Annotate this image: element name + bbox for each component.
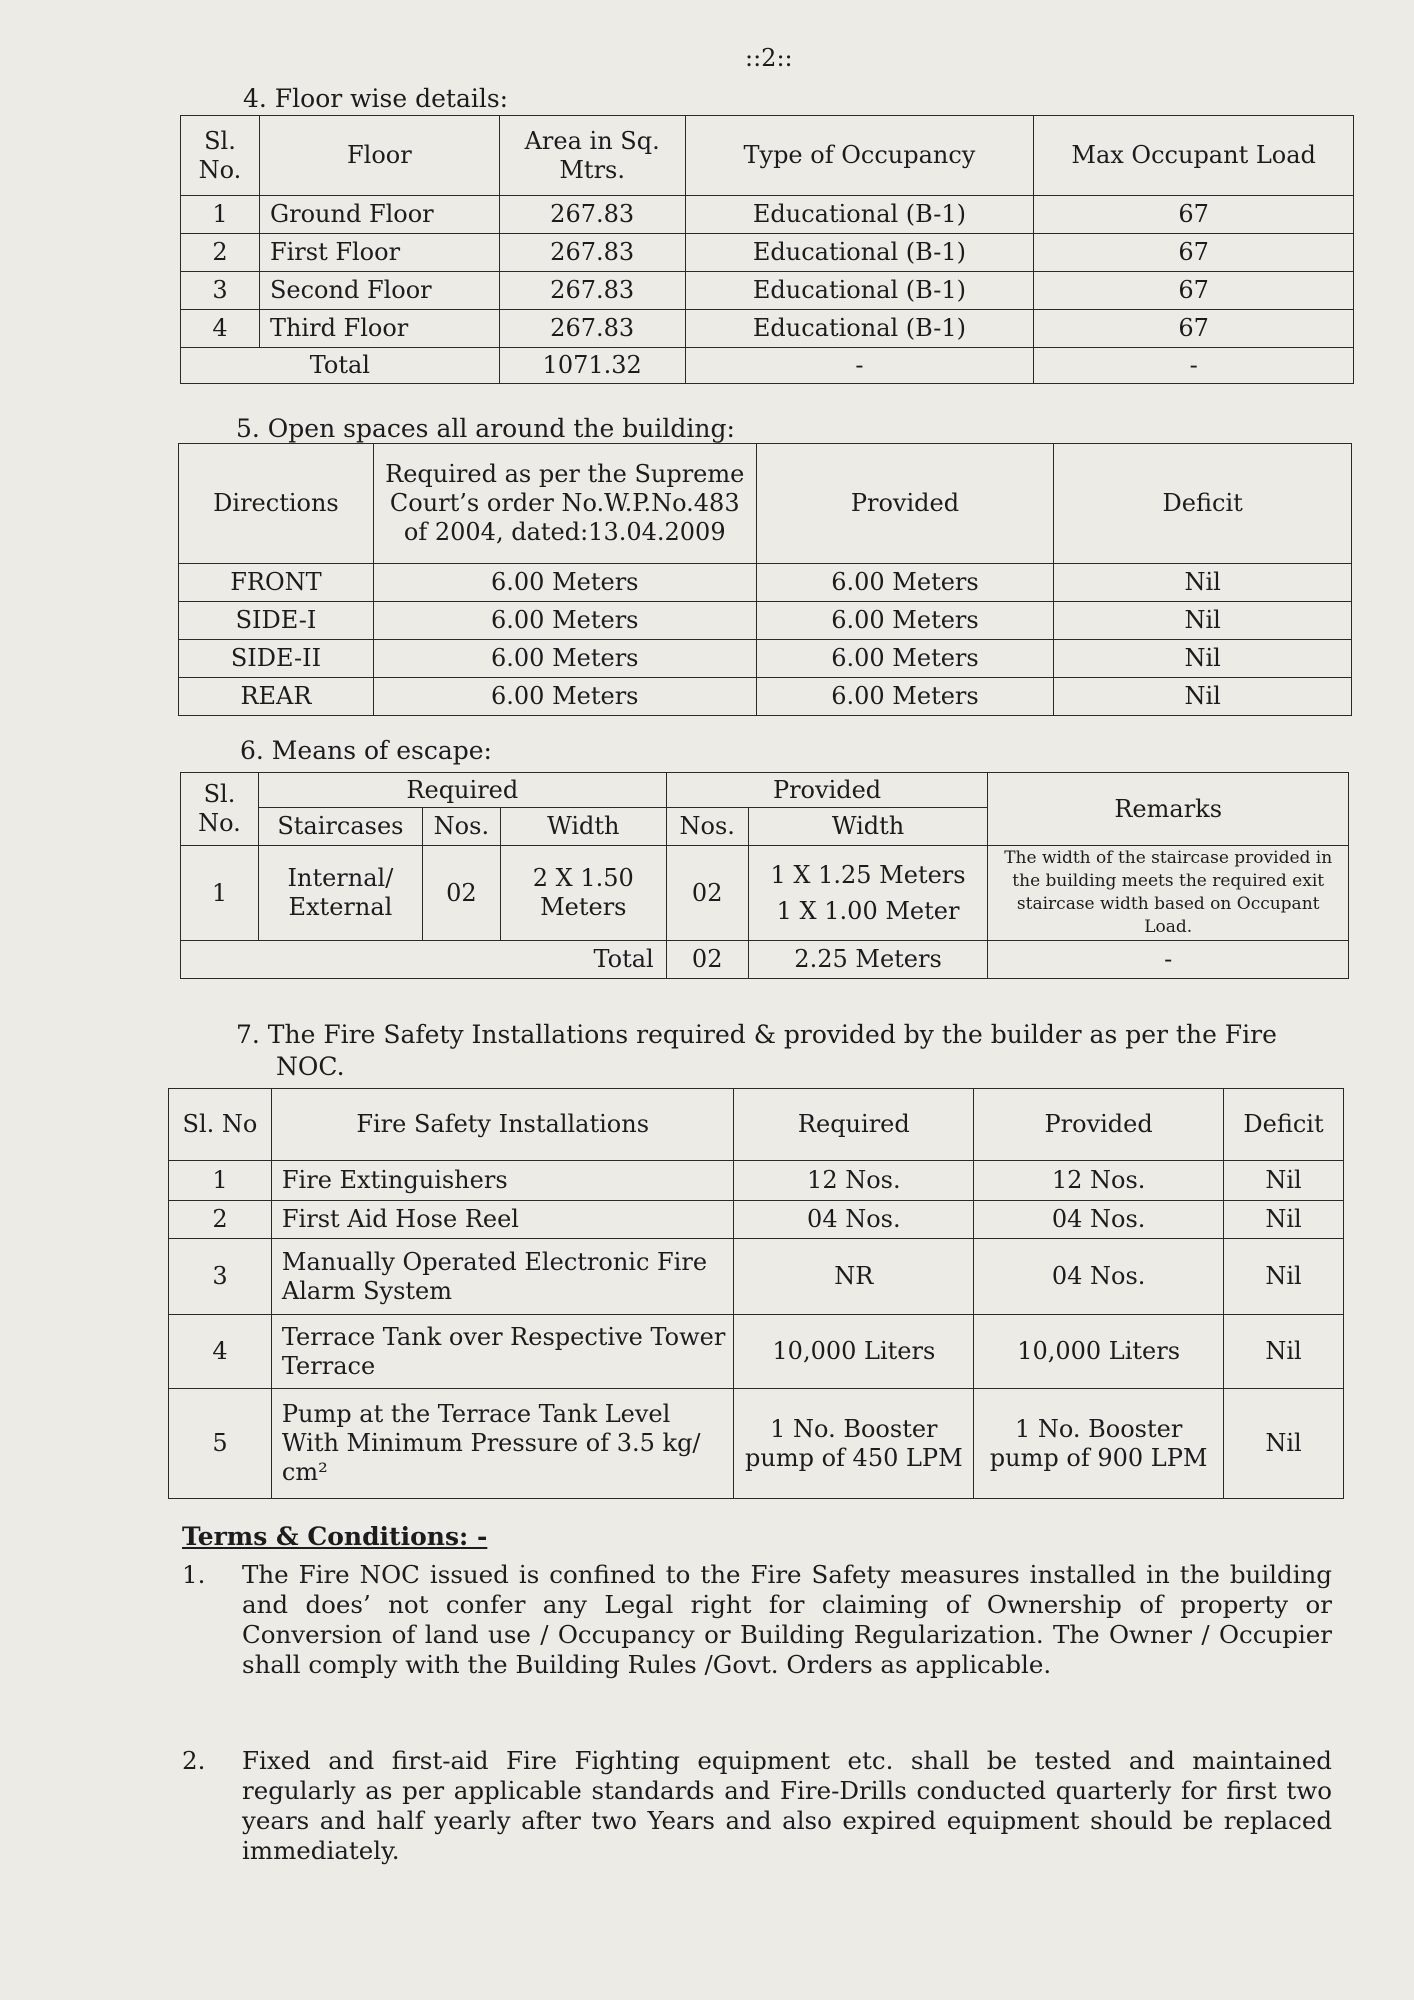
header-cell: Directions: [179, 444, 374, 564]
section-5-heading: 5. Open spaces all around the building:: [236, 414, 735, 443]
table-cell: 10,000 Liters: [734, 1315, 974, 1389]
header-cell: Provided: [756, 444, 1054, 564]
table-cell: 267.83: [499, 272, 685, 310]
table-cell: 1: [169, 1161, 272, 1201]
floor-details-table: [180, 115, 1354, 384]
table-cell: Internal/ External: [258, 846, 422, 941]
header-cell: Width: [748, 808, 988, 846]
table-row: [181, 234, 1354, 272]
table-cell: Nil: [1054, 678, 1352, 716]
table-cell: SIDE-I: [179, 602, 374, 640]
table-cell: 267.83: [499, 310, 685, 348]
table-row: [181, 310, 1354, 348]
table-cell: Nil: [1224, 1389, 1344, 1499]
table-cell: 02: [422, 846, 500, 941]
table-header-row: [181, 773, 1349, 808]
provided-width-line: 1 X 1.25 Meters: [770, 861, 966, 889]
table-cell: 1: [181, 846, 259, 941]
table-cell: 10,000 Liters: [974, 1315, 1224, 1389]
header-cell: Provided: [974, 1089, 1224, 1161]
table-cell: 6.00 Meters: [756, 602, 1054, 640]
table-cell: Second Floor: [259, 272, 499, 310]
table-row: [181, 846, 1349, 941]
table-cell: 6.00 Meters: [756, 564, 1054, 602]
table-cell: [748, 846, 988, 941]
total-load: -: [1034, 348, 1354, 384]
table-cell: REAR: [179, 678, 374, 716]
table-cell: 3: [169, 1239, 272, 1315]
table-cell: NR: [734, 1239, 974, 1315]
table-cell: 67: [1034, 234, 1354, 272]
table-cell: 1: [181, 196, 260, 234]
header-cell: Staircases: [258, 808, 422, 846]
header-cell: Required as per the Supreme Court’s order No.W.P.No.483 of 2004, dated:13.04.2009: [373, 444, 756, 564]
header-cell: Floor: [259, 116, 499, 196]
total-remarks: -: [988, 941, 1349, 979]
table-row: [169, 1315, 1344, 1389]
table-row: [169, 1201, 1344, 1239]
table-header-row: [179, 444, 1352, 564]
table-cell: Pump at the Terrace Tank Level With Minimum Pressure of 3.5 kg/ cm²: [271, 1389, 734, 1499]
open-spaces-table: [178, 443, 1352, 716]
term-item: [182, 1560, 1332, 1680]
table-cell: 2 X 1.50 Meters: [500, 846, 666, 941]
table-row: [181, 196, 1354, 234]
header-cell: Fire Safety Installations: [271, 1089, 734, 1161]
table-row: [179, 564, 1352, 602]
table-cell: 5: [169, 1389, 272, 1499]
total-label: Total: [181, 348, 500, 384]
header-cell: Nos.: [666, 808, 748, 846]
table-cell: 04 Nos.: [734, 1201, 974, 1239]
provided-width-line: 1 X 1.00 Meter: [776, 897, 960, 925]
table-cell: 67: [1034, 196, 1354, 234]
total-width: 2.25 Meters: [748, 941, 988, 979]
table-cell: Nil: [1054, 564, 1352, 602]
table-cell: Educational (B-1): [685, 196, 1034, 234]
remarks-cell: The width of the staircase provided in the building meets the required exit staircase width based on Occupant Load.: [988, 846, 1349, 941]
table-cell: Manually Operated Electronic Fire Alarm System: [271, 1239, 734, 1315]
total-occupancy: -: [685, 348, 1034, 384]
term-text: Fixed and first-aid Fire Fighting equipment etc. shall be tested and maintained regularly as per applicable standards and Fire-Drills conducted quarterly for first two years and half yearly after two Years and also expired equipment should be replaced immediately.: [242, 1746, 1332, 1865]
table-cell: 6.00 Meters: [373, 564, 756, 602]
means-of-escape-table: [180, 772, 1349, 979]
header-cell: Required: [258, 773, 666, 808]
table-cell: 12 Nos.: [974, 1161, 1224, 1201]
table-total-row: [181, 348, 1354, 384]
table-cell: 267.83: [499, 234, 685, 272]
header-cell: Required: [734, 1089, 974, 1161]
table-cell: 02: [666, 846, 748, 941]
table-cell: 04 Nos.: [974, 1239, 1224, 1315]
table-cell: SIDE-II: [179, 640, 374, 678]
table-cell: 67: [1034, 310, 1354, 348]
table-cell: Nil: [1224, 1161, 1344, 1201]
table-cell: 6.00 Meters: [756, 640, 1054, 678]
table-row: [179, 640, 1352, 678]
table-cell: 1 No. Booster pump of 450 LPM: [734, 1389, 974, 1499]
table-cell: Educational (B-1): [685, 310, 1034, 348]
table-cell: First Floor: [259, 234, 499, 272]
table-cell: 1 No. Booster pump of 900 LPM: [974, 1389, 1224, 1499]
term-number: 2.: [182, 1746, 206, 1775]
table-cell: Fire Extinguishers: [271, 1161, 734, 1201]
table-header-row: [181, 116, 1354, 196]
table-cell: Ground Floor: [259, 196, 499, 234]
table-cell: 3: [181, 272, 260, 310]
table-cell: 2: [181, 234, 260, 272]
table-cell: 6.00 Meters: [373, 678, 756, 716]
table-cell: Nil: [1054, 602, 1352, 640]
header-cell: Remarks: [988, 773, 1349, 846]
term-number: 1.: [182, 1560, 206, 1589]
header-cell: Nos.: [422, 808, 500, 846]
header-cell: Area in Sq. Mtrs.: [499, 116, 685, 196]
table-cell: 4: [169, 1315, 272, 1389]
header-cell: Sl. No: [169, 1089, 272, 1161]
table-row: [169, 1161, 1344, 1201]
table-cell: FRONT: [179, 564, 374, 602]
table-row: [179, 678, 1352, 716]
term-text: The Fire NOC issued is confined to the Fire Safety measures installed in the building and does’ not confer any Legal right for claiming of Ownership of property or Conversion of land use / Occupancy or Building Regularization. The Owner / Occupier shall comply with the Building Rules /Govt. Orders as applicable.: [242, 1560, 1332, 1679]
table-cell: 2: [169, 1201, 272, 1239]
table-cell: 67: [1034, 272, 1354, 310]
section-6-heading: 6. Means of escape:: [240, 736, 492, 765]
table-cell: 6.00 Meters: [373, 640, 756, 678]
terms-title: Terms & Conditions: -: [182, 1522, 488, 1551]
table-cell: 12 Nos.: [734, 1161, 974, 1201]
term-item: [182, 1746, 1332, 1866]
table-cell: Nil: [1054, 640, 1352, 678]
fire-safety-installations-table: [168, 1088, 1344, 1499]
header-cell: Deficit: [1054, 444, 1352, 564]
table-cell: 04 Nos.: [974, 1201, 1224, 1239]
header-cell: Type of Occupancy: [685, 116, 1034, 196]
section-7-heading-continued: NOC.: [276, 1052, 345, 1081]
table-row: [169, 1389, 1344, 1499]
table-row: [169, 1239, 1344, 1315]
header-cell: Width: [500, 808, 666, 846]
header-cell: Sl. No.: [181, 773, 259, 846]
table-row: [181, 272, 1354, 310]
section-7-heading: 7. The Fire Safety Installations required & provided by the builder as per the Fire: [236, 1020, 1277, 1049]
total-area: 1071.32: [499, 348, 685, 384]
table-cell: 4: [181, 310, 260, 348]
table-cell: Nil: [1224, 1201, 1344, 1239]
table-cell: Educational (B-1): [685, 234, 1034, 272]
table-cell: Terrace Tank over Respective Tower Terrace: [271, 1315, 734, 1389]
header-cell: Max Occupant Load: [1034, 116, 1354, 196]
table-row: [179, 602, 1352, 640]
table-cell: 267.83: [499, 196, 685, 234]
table-cell: 6.00 Meters: [373, 602, 756, 640]
total-label: Total: [181, 941, 667, 979]
page-number: ::2::: [745, 44, 793, 72]
table-cell: Nil: [1224, 1239, 1344, 1315]
total-nos: 02: [666, 941, 748, 979]
table-cell: First Aid Hose Reel: [271, 1201, 734, 1239]
table-cell: Educational (B-1): [685, 272, 1034, 310]
header-cell: Deficit: [1224, 1089, 1344, 1161]
header-cell: Sl. No.: [181, 116, 260, 196]
table-cell: 6.00 Meters: [756, 678, 1054, 716]
table-cell: Nil: [1224, 1315, 1344, 1389]
table-total-row: [181, 941, 1349, 979]
table-cell: Third Floor: [259, 310, 499, 348]
table-header-row: [169, 1089, 1344, 1161]
section-4-heading: 4. Floor wise details:: [243, 84, 509, 113]
header-cell: Provided: [666, 773, 988, 808]
